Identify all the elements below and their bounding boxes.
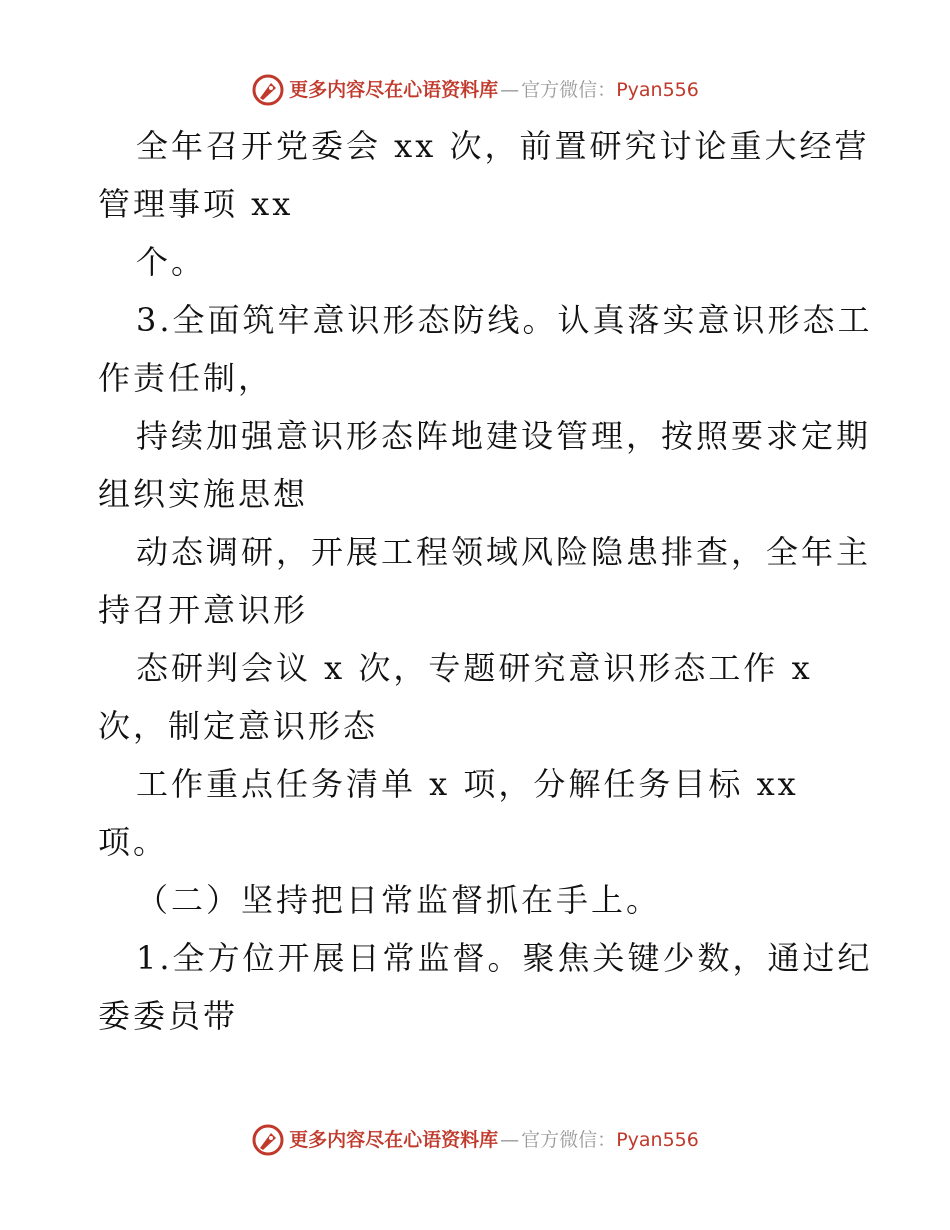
text-line: 组织实施思想	[98, 475, 309, 513]
text-line: 1.全方位开展日常监督。聚焦关键少数，通过纪	[136, 939, 873, 977]
official-wechat-label: 官方微信：	[521, 79, 617, 101]
text-line: 个。	[136, 243, 207, 281]
wechat-id: Pyan556	[616, 1129, 699, 1151]
text-line: 作责任制，	[98, 359, 274, 397]
text-line: 全年召开党委会 xx 次，前置研究讨论重大经营	[136, 127, 870, 165]
document-body	[98, 117, 873, 1045]
wechat-id: Pyan556	[616, 79, 699, 101]
text-line: 项。	[98, 823, 169, 861]
library-text: 更多内容尽在心语资料库	[289, 79, 499, 101]
text-line: 工作重点任务清单 x 项，分解任务目标 xx	[136, 765, 799, 803]
footer-banner	[0, 1123, 950, 1157]
text-line: 委委员带	[98, 997, 239, 1035]
header-banner	[0, 73, 950, 107]
section-heading: （二）坚持把日常监督抓在手上。	[136, 881, 662, 919]
library-text: 更多内容尽在心语资料库	[289, 1129, 499, 1151]
banner-dash: —	[500, 79, 520, 101]
text-line: 管理事项 xx	[98, 185, 294, 223]
text-line: 持召开意识形	[98, 591, 309, 629]
text-line: 态研判会议 x 次，专题研究意识形态工作 x	[136, 649, 813, 687]
banner-dash: —	[500, 1129, 520, 1151]
text-line: 3.全面筑牢意识形态防线。认真落实意识形态工	[136, 301, 873, 339]
official-wechat-label: 官方微信：	[521, 1129, 617, 1151]
text-line: 次，制定意识形态	[98, 707, 379, 745]
text-line: 动态调研，开展工程领域风险隐患排查，全年主	[136, 533, 872, 571]
text-line: 持续加强意识形态阵地建设管理，按照要求定期	[136, 417, 872, 455]
pen-nib-logo-icon	[251, 1123, 285, 1157]
pen-nib-logo-icon	[251, 73, 285, 107]
